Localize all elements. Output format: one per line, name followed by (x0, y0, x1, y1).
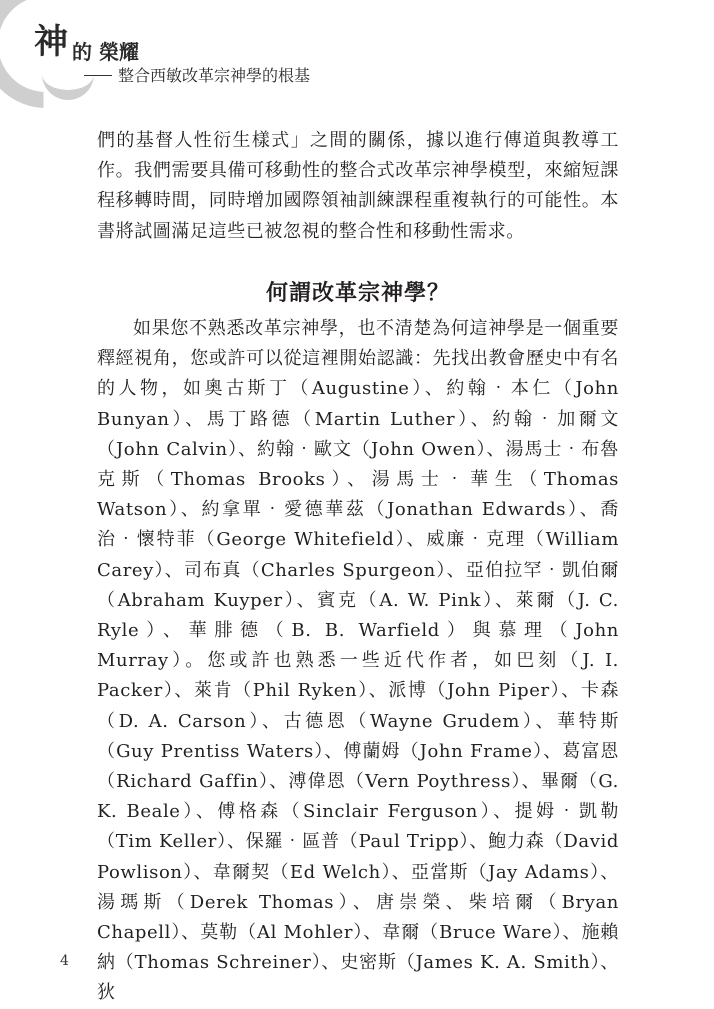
page-number: 4 (60, 953, 69, 969)
header-dash-divider (84, 75, 112, 76)
section-heading: 何謂改革宗神學？ (265, 281, 450, 306)
book-logo-title: 的 榮耀 (72, 40, 139, 64)
paragraph-main: 如果您不熟悉改革宗神學，也不清楚為何這神學是一個重要釋經視角，您或許可以從這裡開始認識：先找出教會歷史中有名的人物，如奧古斯丁（Augustine）、約翰‧本仁（John Bunyan）、馬丁路德（Martin Luther）、約翰‧加爾文（John Calvin）、約翰‧歐文（John Owen）、湯馬士‧布魯克斯（Thomas Brooks）、湯馬士‧華生（Thomas Watson）、約拿單‧愛德華茲（Jonathan Edwards）、喬治‧懷特菲（George Whitefield）、威廉‧克理（William Carey）、司布真（Charles Spurgeon）、亞伯拉罕‧凱伯爾（Abraham Kuyper）、賓克（A. W. Pink）、萊爾（J. C. Ryle）、華腓德（B. B. Warfield）與慕理（John Murray）。您或許也熟悉一些近代作者，如巴刻（J. I. Packer）、萊肯（Phil Ryken）、派博（John Piper）、卡森（D. A. Carson）、古德恩（Wayne Grudem）、華特斯（Guy Prentiss Waters）、傅蘭姆（John Frame）、葛富恩（Richard Gaffin）、溥偉恩（Vern Poythress）、畢爾（G. K. Beale）、傅格森（Sinclair Ferguson）、提姆‧凱勒（Tim Keller）、保羅‧區普（Paul Tripp）、鮑力森（David Powlison）、韋爾契（Ed Welch）、亞當斯（Jay Adams）、湯瑪斯（Derek Thomas）、唐崇榮、柴培爾（Bryan Chapell）、莫勒（Al Mohler）、韋爾（Bruce Ware）、施賴納（Thomas Schreiner）、史密斯（James K. A. Smith）、狄 (97, 318, 619, 1004)
paragraph-continued: 們的基督人性衍生樣式」之間的關係，據以進行傳道與教導工作。我們需要具備可移動性的整合式改革宗神學模型，來縮短課程移轉時間，同時增加國際領袖訓練課程重複執行的可能性。本書將試圖滿足這些已被忽視的整合性和移動性需求。 (97, 130, 619, 242)
book-logo-char: 神 (34, 22, 68, 62)
book-subtitle: 整合西敏改革宗神學的根基 (118, 66, 311, 85)
